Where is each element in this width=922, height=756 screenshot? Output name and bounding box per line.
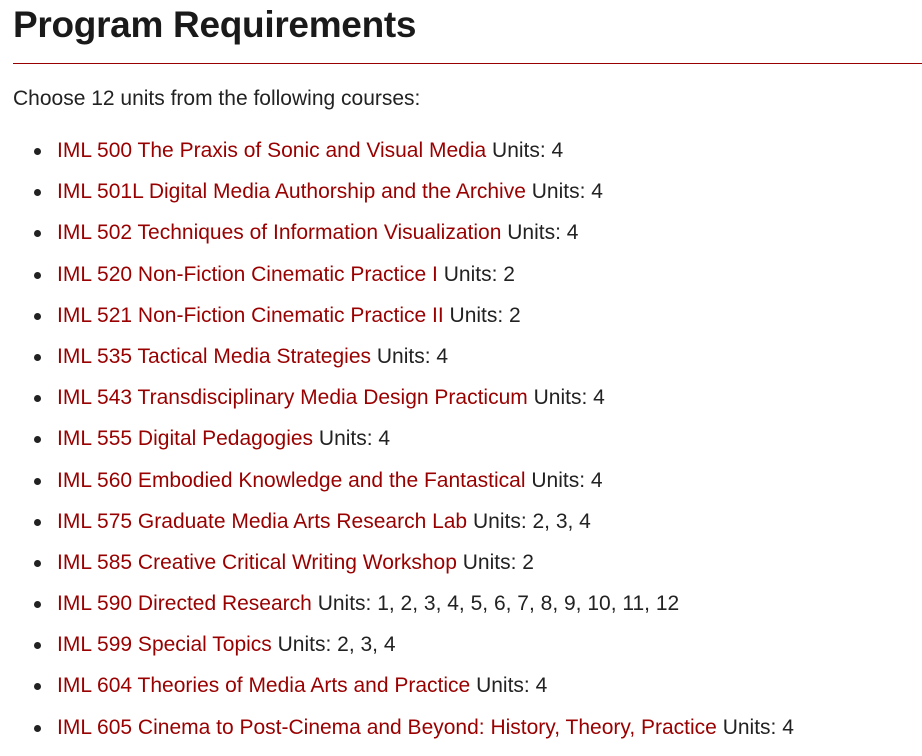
list-item bbox=[13, 377, 922, 418]
bullet-icon bbox=[34, 478, 41, 485]
page-title: Program Requirements bbox=[13, 4, 417, 45]
course-link[interactable]: IML 585 Creative Critical Writing Workshop bbox=[57, 550, 457, 574]
course-units: Units: 2 bbox=[449, 303, 521, 327]
list-item bbox=[13, 542, 922, 583]
bullet-icon bbox=[34, 725, 41, 732]
title-divider bbox=[13, 63, 922, 64]
bullet-icon bbox=[34, 560, 41, 567]
course-link[interactable]: IML 501L Digital Media Authorship and the Archive bbox=[57, 180, 526, 204]
list-item bbox=[13, 624, 922, 665]
course-link[interactable]: IML 535 Tactical Media Strategies bbox=[57, 344, 371, 368]
course-units: Units: 1, 2, 3, 4, 5, 6, 7, 8, 9, 10, 11, 12 bbox=[317, 592, 680, 616]
course-units: Units: 4 bbox=[376, 344, 449, 368]
course-link[interactable]: IML 521 Non-Fiction Cinematic Practice II bbox=[57, 303, 444, 327]
course-link[interactable]: IML 500 The Praxis of Sonic and Visual Media bbox=[57, 139, 487, 162]
course-link[interactable]: IML 599 Special Topics bbox=[57, 633, 272, 657]
bullet-icon bbox=[34, 354, 41, 361]
intro-text: Choose 12 units from the following courses: bbox=[13, 87, 421, 110]
bullet-icon bbox=[34, 601, 41, 608]
bullet-icon bbox=[34, 519, 41, 526]
course-link[interactable]: IML 543 Transdisciplinary Media Design Practicum bbox=[57, 386, 528, 410]
bullet-icon bbox=[34, 642, 41, 649]
bullet-icon bbox=[34, 189, 41, 196]
list-item bbox=[13, 583, 922, 624]
list-item bbox=[13, 418, 922, 459]
course-link[interactable]: IML 555 Digital Pedagogies bbox=[57, 427, 314, 451]
course-link[interactable]: IML 520 Non-Fiction Cinematic Practice I bbox=[57, 262, 438, 286]
course-units: Units: 2 bbox=[443, 262, 515, 286]
course-units: Units: 4 bbox=[531, 180, 603, 204]
list-item bbox=[13, 295, 922, 336]
course-link[interactable]: IML 560 Embodied Knowledge and the Fantastical bbox=[57, 468, 526, 492]
list-item bbox=[13, 707, 922, 748]
course-units: Units: 4 bbox=[476, 674, 548, 698]
bullet-icon bbox=[34, 313, 41, 320]
bullet-icon bbox=[34, 148, 41, 155]
course-link[interactable]: IML 605 Cinema to Post-Cinema and Beyond: History, Theory, Practice bbox=[57, 715, 717, 739]
course-link[interactable]: IML 575 Graduate Media Arts Research Lab bbox=[57, 509, 468, 533]
course-units: Units: 2, 3, 4 bbox=[472, 509, 591, 533]
course-units: Units: 4 bbox=[533, 386, 605, 410]
course-units: Units: 2 bbox=[462, 550, 534, 574]
course-units: Units: 4 bbox=[722, 715, 794, 739]
course-link[interactable]: IML 502 Techniques of Information Visualization bbox=[57, 221, 502, 245]
course-units: Units: 4 bbox=[531, 468, 603, 492]
bullet-icon bbox=[34, 683, 41, 690]
bullet-icon bbox=[34, 272, 41, 279]
course-list bbox=[13, 130, 922, 748]
list-item bbox=[13, 501, 922, 542]
course-units: Units: 4 bbox=[507, 221, 579, 245]
course-link[interactable]: IML 604 Theories of Media Arts and Practice bbox=[57, 674, 471, 698]
course-units: Units: 4 bbox=[492, 139, 564, 162]
bullet-icon bbox=[34, 436, 41, 443]
course-units: Units: 4 bbox=[318, 427, 391, 451]
list-item bbox=[13, 460, 922, 501]
course-link[interactable]: IML 590 Directed Research bbox=[57, 592, 312, 616]
bullet-icon bbox=[34, 395, 41, 402]
list-item bbox=[13, 130, 922, 171]
list-item bbox=[13, 665, 922, 706]
course-units: Units: 2, 3, 4 bbox=[277, 633, 396, 657]
list-item bbox=[13, 336, 922, 377]
bullet-icon bbox=[34, 230, 41, 237]
list-item bbox=[13, 254, 922, 295]
program-requirements-section bbox=[0, 3, 922, 748]
list-item bbox=[13, 212, 922, 253]
list-item bbox=[13, 171, 922, 212]
